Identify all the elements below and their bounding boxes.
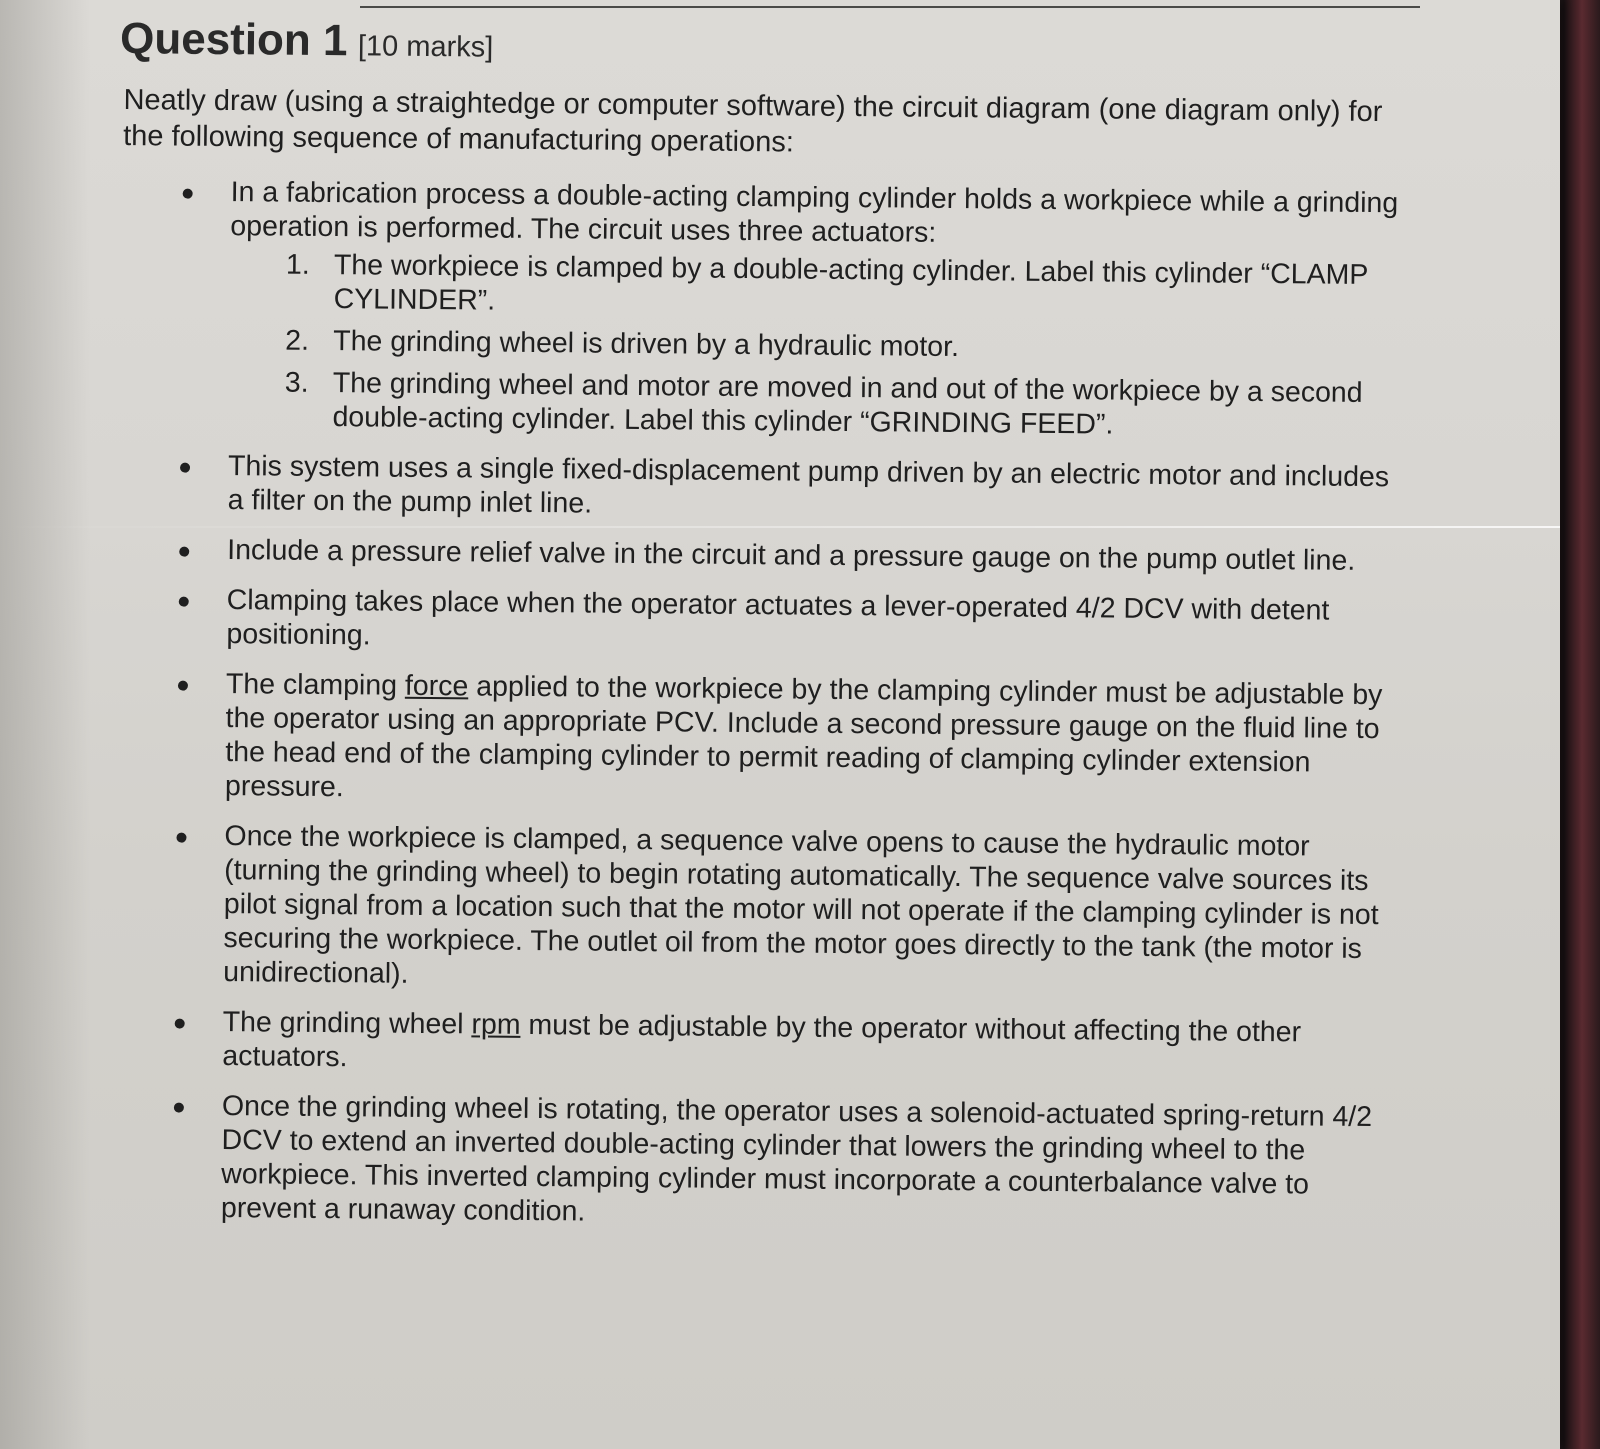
numbered-item	[285, 248, 1394, 327]
bullet-text: This system uses a single fixed-displacement pump driven by an electric motor and includes a filter on the pump inlet line.	[227, 450, 1390, 520]
bullet-item	[221, 1089, 1402, 1236]
bullet-item	[225, 667, 1406, 814]
bullet-text: Once the workpiece is clamped, a sequence valve opens to cause the hydraulic motor (turning the grinding wheel) to begin rotating automatically. The sequence valve sources its pilot signal from a location such that the motor will not operate if the clamping cylinder is not securing the workpiece. The outlet oil from the motor goes directly to the tank (the motor is unidirectional).	[223, 820, 1379, 990]
item-text: The grinding wheel is driven by a hydraulic motor.	[333, 325, 960, 364]
bullet-dot	[175, 1019, 185, 1029]
underlined-term: force	[404, 669, 469, 703]
bullet-dot	[179, 597, 189, 607]
actuator-list	[284, 248, 1410, 445]
bullet-text	[222, 1005, 1403, 1084]
header-rule	[360, 6, 1420, 8]
text-segment: The clamping	[225, 668, 406, 702]
underlined-term: rpm	[471, 1008, 521, 1041]
bullet-text: Include a pressure relief valve in the circuit and a pressure gauge on the pump outlet line.	[227, 534, 1356, 577]
bullet-dot	[180, 463, 190, 473]
numbered-item	[284, 366, 1393, 445]
numbered-item	[285, 324, 1393, 369]
item-number: 2.	[285, 324, 310, 357]
question-heading	[120, 14, 494, 68]
question-title: Question 1	[119, 14, 348, 66]
bullet-dot	[179, 547, 189, 557]
bullet-text: Once the grinding wheel is rotating, the operator uses a solenoid-actuated spring-return 4/2 DCV to extend an inverted double-acting cylinder that lowers the grinding wheel to the workpiece. This inverted clamping cylinder must incorporate a counterbalance valve to prevent a runaway condition.	[220, 1090, 1373, 1228]
question-content	[0, 13, 1560, 1228]
text-segment: The grinding wheel	[222, 1006, 472, 1041]
bullet-text: In a fabrication process a double-acting clamping cylinder holds a workpiece while a grinding operation is performed. The circuit uses three actuators:	[230, 176, 1399, 249]
text-segment: must be adjustable by the operator without affecting the other actuators.	[222, 1008, 1302, 1074]
bullet-dot	[176, 833, 186, 843]
bullet-dot	[178, 681, 188, 691]
item-text: The workpiece is clamped by a double-acting cylinder. Label this cylinder “CLAMP CYLINDER”.	[333, 249, 1368, 317]
bullet-item	[228, 449, 1409, 528]
bullet-text: Clamping takes place when the operator actuates a lever-operated 4/2 DCV with detent positioning.	[226, 584, 1330, 652]
requirements-list	[0, 173, 1559, 1254]
item-number: 1.	[285, 248, 310, 281]
bullet-item	[222, 1005, 1403, 1084]
text-segment: applied to the workpiece by the clamping cylinder must be adjustable by the operator using an appropriate PCV. Include a second pressure gauge on the fluid line to the head end of the clamping cylinder to permit reading of clamping cylinder extension pressure.	[224, 670, 1383, 804]
item-text: The grinding wheel and motor are moved in and out of the workpiece by a second double-acting cylinder. Label this cylinder “GRINDING FEED”.	[332, 367, 1363, 441]
bullet-text	[225, 667, 1406, 814]
bullet-item	[228, 175, 1410, 444]
bullet-item	[226, 583, 1407, 662]
item-number: 3.	[284, 366, 309, 399]
bullet-dot	[174, 1103, 184, 1113]
bullet-dot	[183, 189, 193, 199]
bullet-item	[227, 533, 1407, 578]
question-intro: Neatly draw (using a straightedge or computer software) the circuit diagram (one diagram only) for the following sequence of manufacturing operations:	[123, 84, 1383, 159]
question-marks: [10 marks]	[357, 30, 494, 64]
bullet-item	[223, 819, 1405, 1000]
